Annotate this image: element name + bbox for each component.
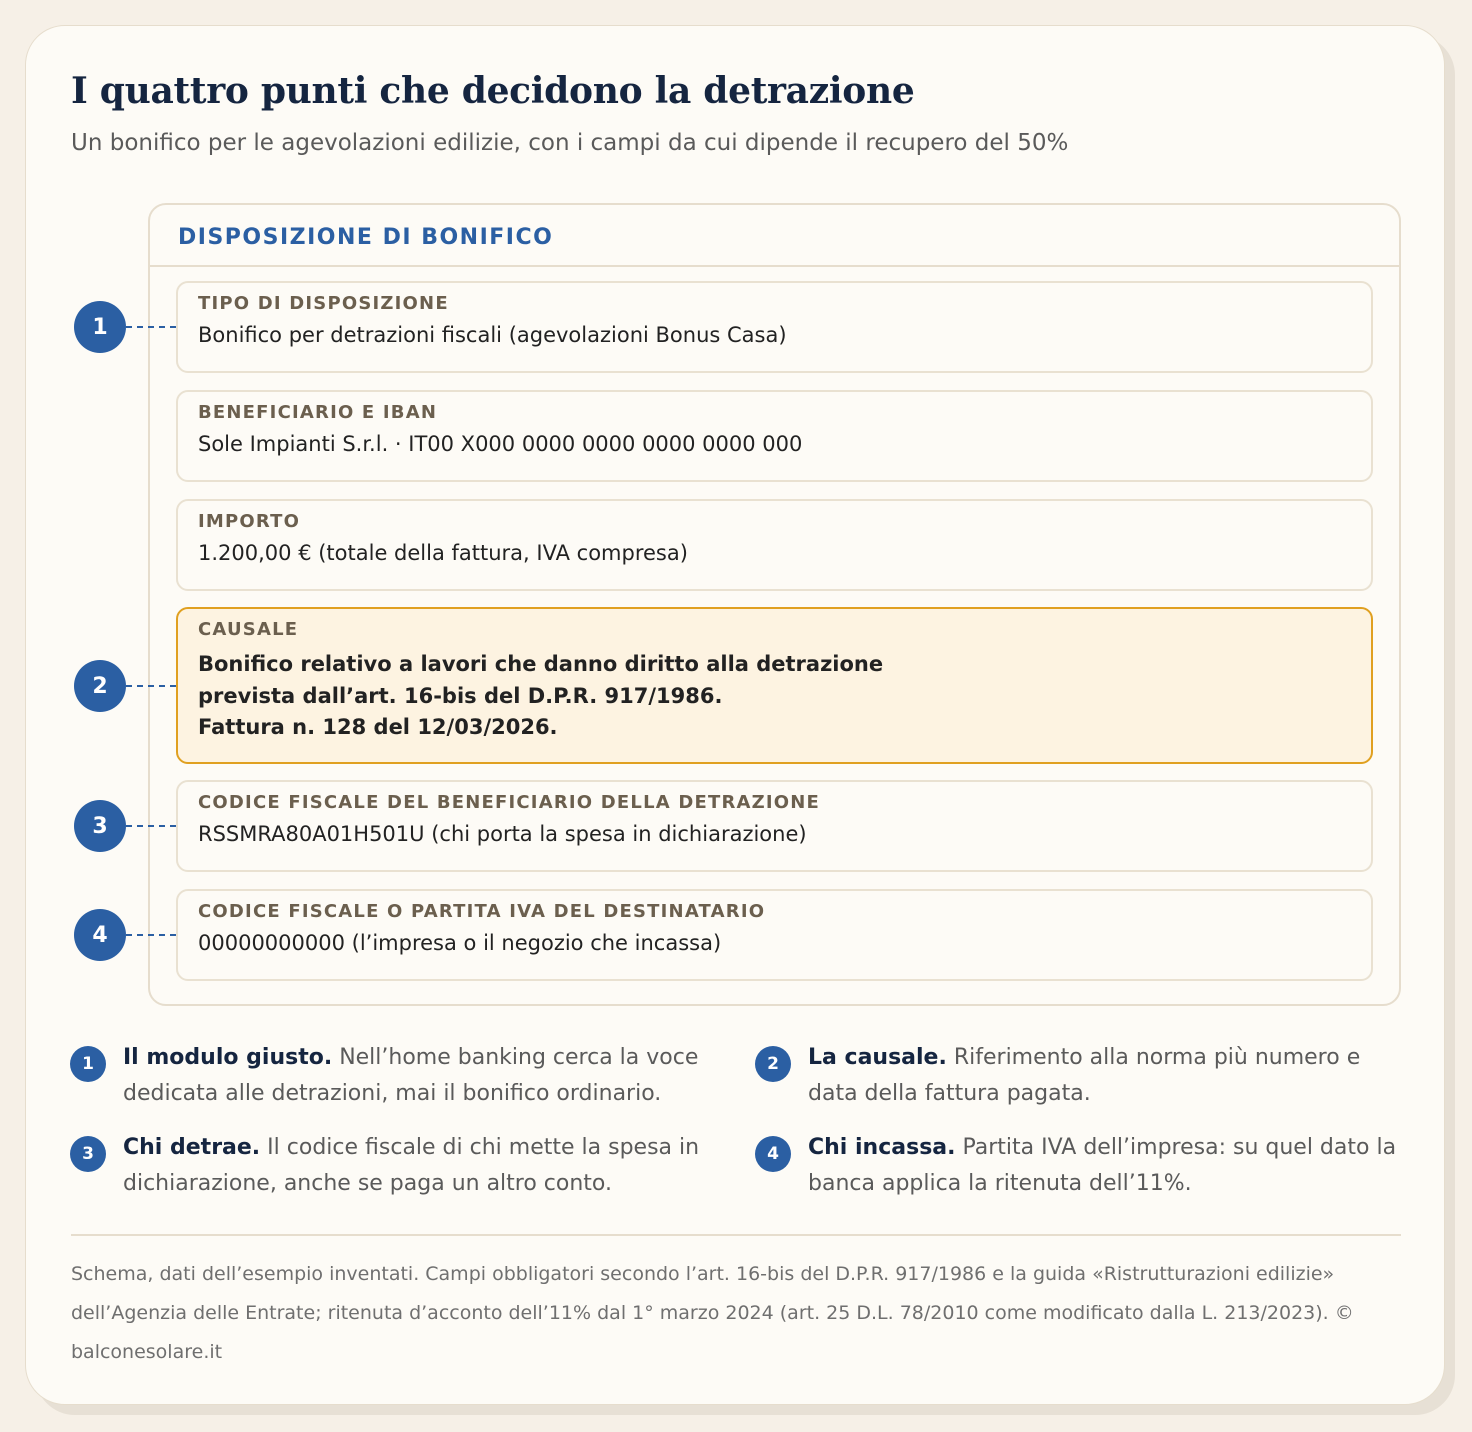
field-label: CAUSALE [198, 619, 299, 640]
note-text: Nell’home banking cerca la voce dedicata alle detrazioni, mai il bonifico ordinario. [123, 1045, 699, 1106]
connector-line-2 [126, 685, 176, 687]
page-subtitle: Un bonifico per le agevolazioni edilizie, con i campi da cui dipende il recupero del 50% [71, 130, 1069, 156]
footer-source-note: Schema, dati dell’esempio inventati. Campi obbligatori secondo l’art. 16-bis del D.P.R. 917/1986 e la guida «Ristrutturazioni edilizie» dell’Agenzia delle Entrate; ritenuta d’acconto dell’11% dal 1° marzo 2024 (art. 25 D.L. 78/2010 come modificato dalla L. 213/2023). © balconesolare.it [71, 1263, 1354, 1363]
field-value: RSSMRA80A01H501U (chi porta la spesa in dichiarazione) [198, 822, 807, 846]
field-value: 1.200,00 € (totale della fattura, IVA compresa) [198, 541, 688, 565]
field-beneficiario-iban [176, 390, 1373, 482]
note-number-badge: 1 [70, 1046, 106, 1082]
field-label: IMPORTO [198, 511, 301, 532]
field-value-lines [198, 649, 883, 744]
note-title: Chi incassa. [808, 1135, 956, 1160]
causale-line-2: prevista dall’art. 16-bis del D.P.R. 917/1986. [198, 683, 723, 708]
note-number-badge: 4 [755, 1136, 791, 1172]
field-label: CODICE FISCALE DEL BENEFICIARIO DELLA DETRAZIONE [198, 792, 821, 813]
note-title: La causale. [808, 1045, 947, 1070]
field-value: Bonifico per detrazioni fiscali (agevolazioni Bonus Casa) [198, 323, 787, 347]
marker-badge-1: 1 [74, 301, 126, 353]
field-causale [176, 607, 1373, 764]
connector-line-1 [126, 326, 176, 328]
field-label: TIPO DI DISPOSIZIONE [198, 293, 449, 314]
field-label: BENEFICIARIO E IBAN [198, 402, 438, 423]
field-cf-destinatario [176, 889, 1373, 981]
causale-line-3: Fattura n. 128 del 12/03/2026. [198, 715, 558, 739]
note-number-badge: 3 [70, 1136, 106, 1172]
marker-badge-3: 3 [74, 800, 126, 852]
note-title: Il modulo giusto. [123, 1045, 333, 1070]
causale-line-1: Bonifico relativo a lavori che danno diritto alla detrazione [198, 652, 884, 676]
page-title: I quattro punti che decidono la detrazione [71, 70, 915, 112]
marker-badge-2: 2 [74, 660, 126, 712]
field-label: CODICE FISCALE O PARTITA IVA DEL DESTINATARIO [198, 901, 766, 922]
note-number-badge: 2 [755, 1046, 791, 1082]
field-importo [176, 499, 1373, 591]
note-title: Chi detrae. [123, 1135, 261, 1160]
footer-divider [71, 1234, 1401, 1236]
note-text: Il codice fiscale di chi mette la spesa in dichiarazione, anche se paga un altro conto. [123, 1135, 700, 1196]
note-text: Partita IVA dell’impresa: su quel dato la banca applica la ritenuta dell’11%. [808, 1135, 1397, 1196]
marker-badge-4: 4 [74, 909, 126, 961]
connector-line-3 [126, 825, 176, 827]
form-header [150, 205, 1399, 267]
field-value: Sole Impianti S.r.l. · IT00 X000 0000 0000 0000 0000 000 [198, 432, 803, 456]
field-cf-beneficiario [176, 780, 1373, 872]
field-value: 00000000000 (l’impresa o il negozio che incassa) [198, 931, 722, 955]
form-title: DISPOSIZIONE DI BONIFICO [178, 225, 554, 250]
note-text: Riferimento alla norma più numero e data della fattura pagata. [808, 1045, 1361, 1106]
field-tipo-disposizione [176, 281, 1373, 373]
connector-line-4 [126, 934, 176, 936]
